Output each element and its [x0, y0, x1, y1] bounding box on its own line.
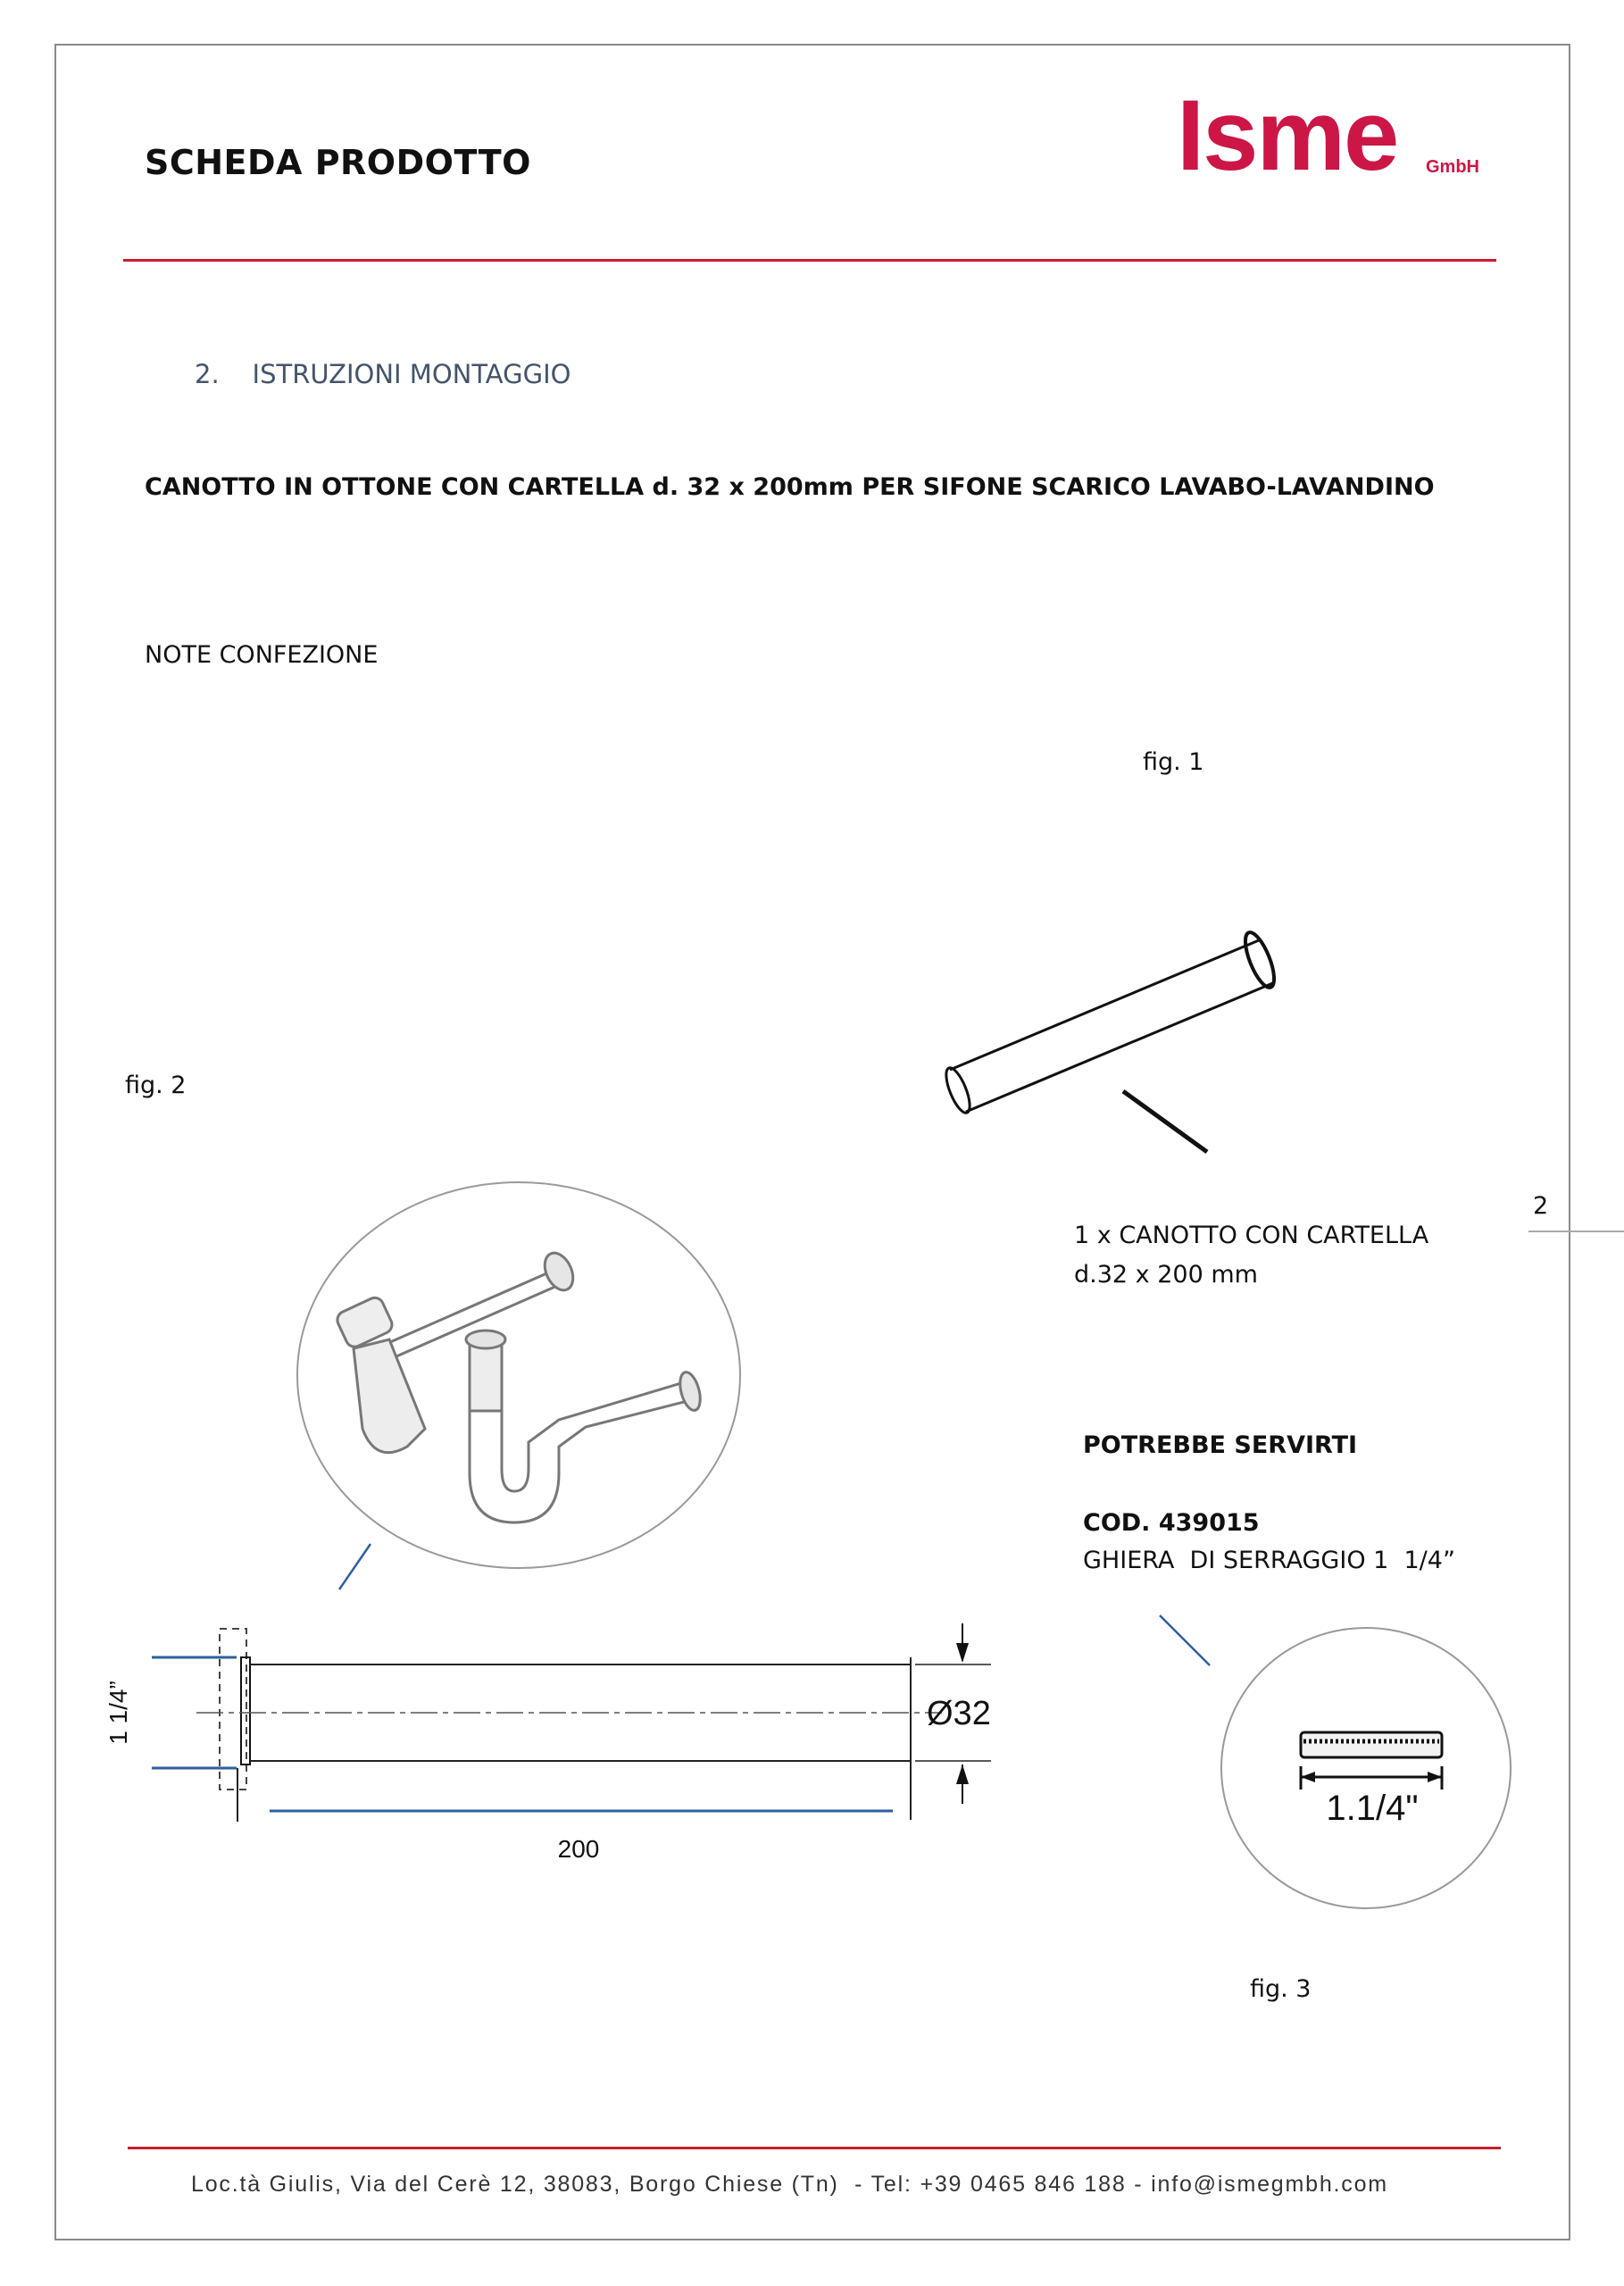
- product-title: CANOTTO IN OTTONE CON CARTELLA d. 32 x 200mm PER SIFONE SCARICO LAVABO-LAVANDINO: [145, 473, 1435, 501]
- accessory-code: COD. 439015: [1083, 1509, 1260, 1537]
- footer-divider: [128, 2147, 1501, 2149]
- figure-2-caption: fig. 2: [125, 1072, 187, 1099]
- length-label: 200: [557, 1835, 600, 1863]
- brand-logo-suffix: GmbH: [1426, 157, 1479, 177]
- fig2-leader-line: [330, 1540, 384, 1598]
- diameter-label: Ø32: [927, 1695, 991, 1732]
- package-notes-label: NOTE CONFEZIONE: [145, 641, 379, 669]
- siphon-illustration: [291, 1179, 746, 1581]
- pipe-illustration: [929, 911, 1303, 1179]
- accessory-heading: POTREBBE SERVIRTI: [1083, 1431, 1358, 1459]
- section-heading: 2. ISTRUZIONI MONTAGGIO: [195, 359, 571, 389]
- accessory-description: GHIERA DI SERRAGGIO 1 1/4”: [1083, 1547, 1455, 1574]
- figure-1-caption: fig. 1: [1143, 748, 1204, 776]
- page-number: 2: [1533, 1192, 1549, 1220]
- fig3-leader-line: [1156, 1612, 1219, 1670]
- ring-nut-illustration: [1219, 1625, 1513, 1911]
- technical-drawing: [98, 1607, 1036, 1875]
- package-item-line-1: 1 x CANOTTO CON CARTELLA: [1074, 1222, 1429, 1249]
- header-divider: [123, 259, 1496, 262]
- brand-logo: Isme: [1177, 79, 1398, 191]
- footer-contact: Loc.tà Giulis, Via del Cerè 12, 38083, Borgo Chiese (Tn) - Tel: +39 0465 846 188 - info@ismegmbh.com: [191, 2172, 1388, 2197]
- thread-size-label: 1 1/4”: [104, 1681, 132, 1745]
- page-title: SCHEDA PRODOTTO: [145, 143, 531, 182]
- flange-shape: [241, 1657, 250, 1765]
- page-number-rule: [1528, 1231, 1624, 1232]
- package-item-line-2: d.32 x 200 mm: [1074, 1261, 1258, 1289]
- figure-3-caption: fig. 3: [1250, 1975, 1312, 2003]
- ring-size-label: 1.1/4": [1326, 1789, 1419, 1828]
